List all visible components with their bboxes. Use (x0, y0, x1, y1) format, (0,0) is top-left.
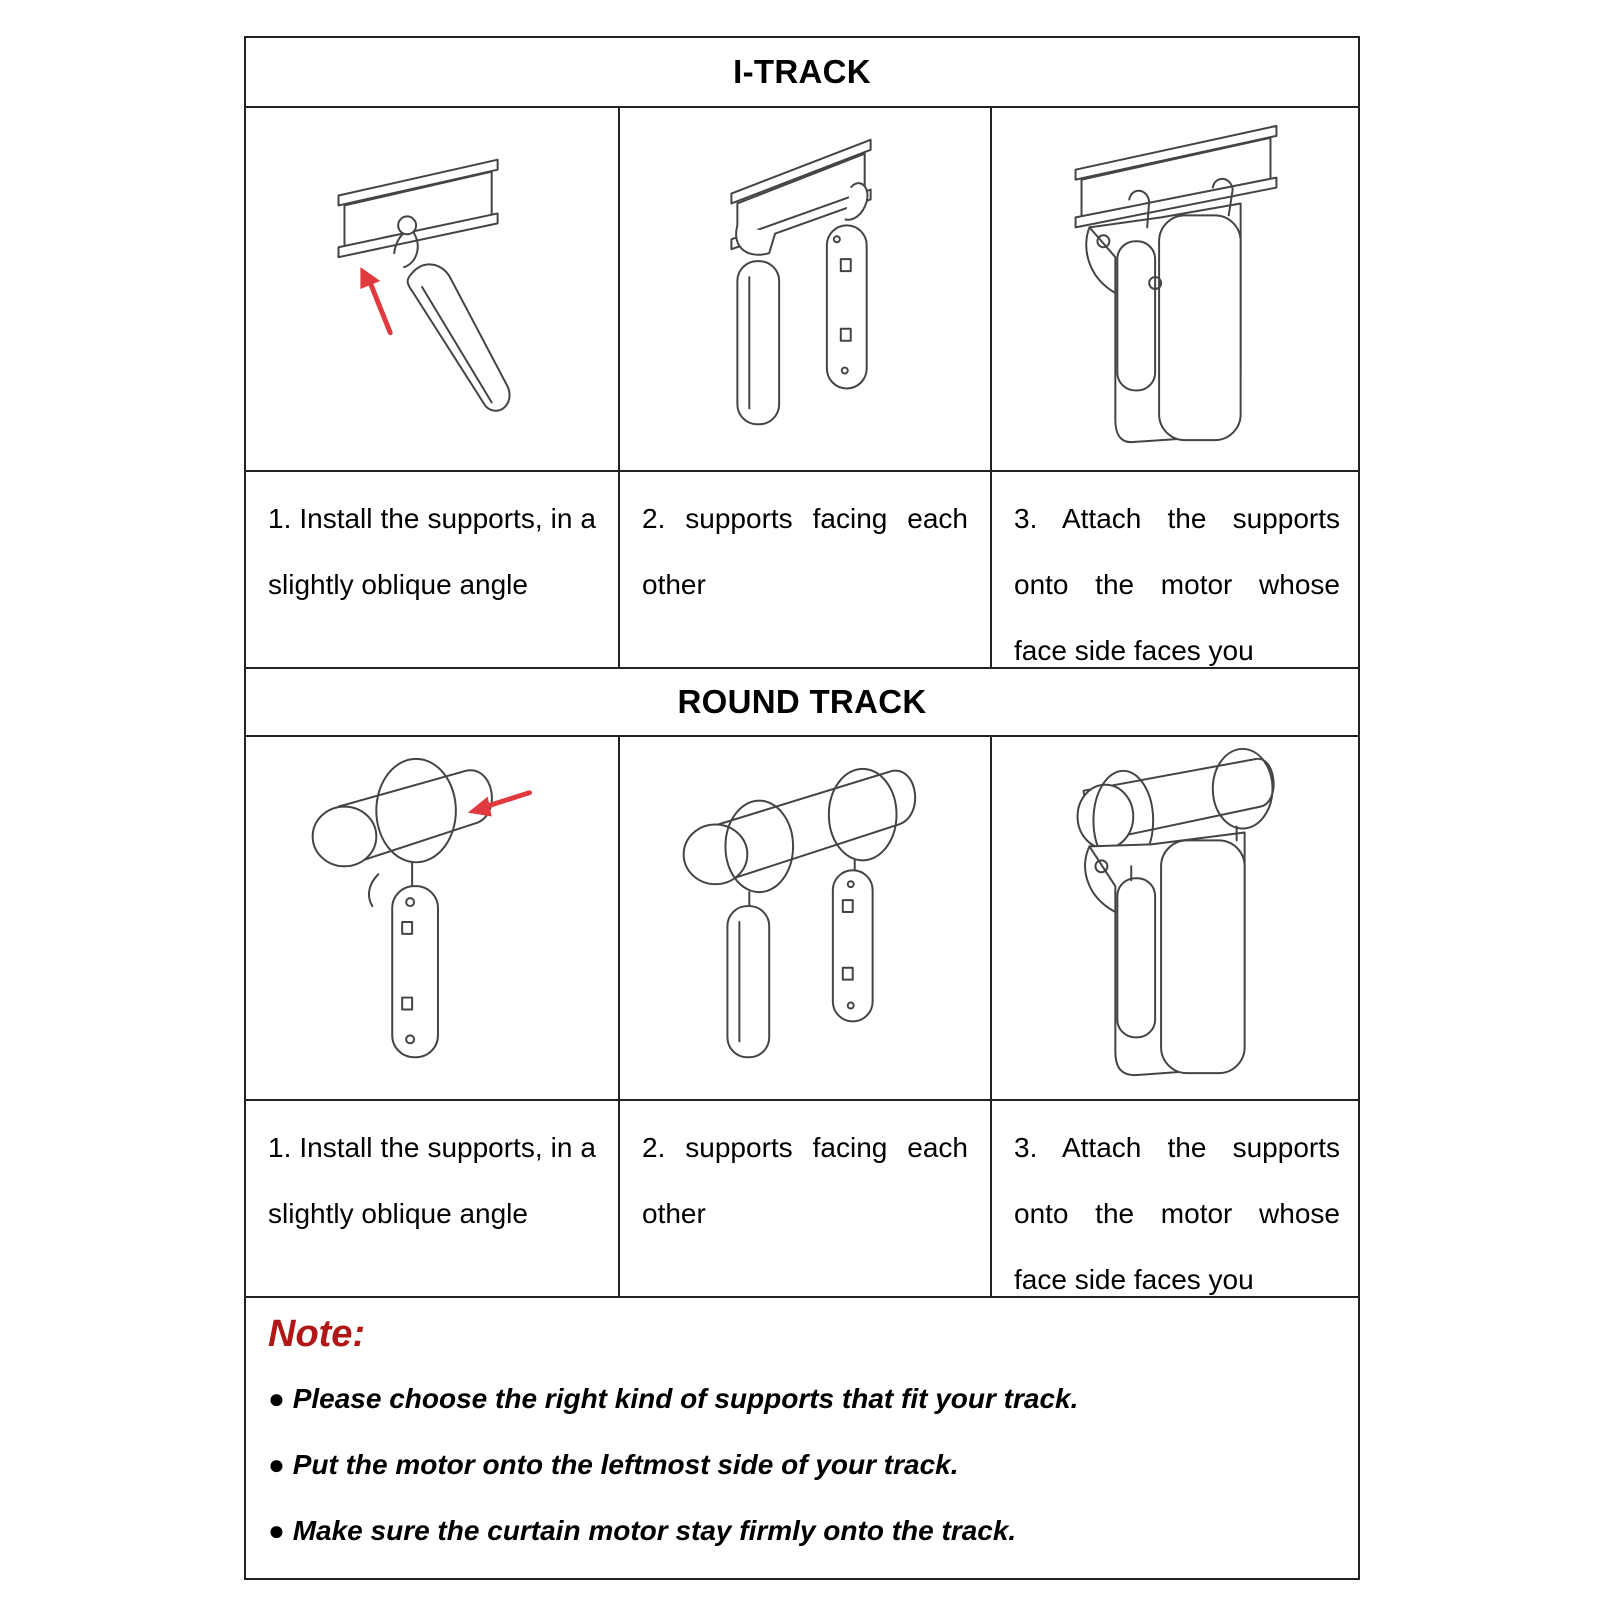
i-track-supports-facing-illustration (620, 108, 990, 470)
note-section (246, 1296, 1358, 1578)
round-track-step2-image (618, 737, 990, 1099)
round-track-step2-caption: 2. supports facing each other (618, 1101, 990, 1296)
note-title: Note: (268, 1313, 366, 1355)
i-track-step3-caption: 3. Attach the supports onto the motor whose face side faces you (990, 472, 1362, 667)
round-track-image-row (246, 735, 1358, 1099)
round-track-heading: ROUND TRACK (246, 667, 1358, 735)
round-track-step3-caption: 3. Attach the supports onto the motor whose face side faces you (990, 1101, 1362, 1296)
installation-guide-table (244, 36, 1360, 1580)
i-track-step1-caption: 1. Install the supports, in a slightly oblique angle (268, 503, 596, 600)
i-track-motor-attached-illustration (992, 108, 1362, 470)
round-track-step1-caption: 1. Install the supports, in a slightly oblique angle (268, 1132, 596, 1229)
note-item: ● Please choose the right kind of supports that fit your track. (268, 1383, 1079, 1414)
i-track-image-row (246, 106, 1358, 470)
round-track-oblique-install-illustration (246, 737, 618, 1099)
i-track-oblique-install-illustration (246, 108, 618, 470)
round-track-step1-image (246, 737, 618, 1099)
note-item: ● Make sure the curtain motor stay firmly onto the track. (268, 1515, 1017, 1546)
round-track-step3-image (990, 737, 1362, 1099)
round-track-motor-attached-illustration (992, 737, 1362, 1099)
i-track-step2-caption: 2. supports facing each other (618, 472, 990, 667)
i-track-heading: I-TRACK (733, 53, 871, 90)
i-track-caption-row (246, 470, 1358, 667)
i-track-step2-image (618, 108, 990, 470)
i-track-step3-image (990, 108, 1362, 470)
i-track-step1-image (246, 108, 618, 470)
round-track-supports-facing-illustration (620, 737, 990, 1099)
note-item: ● Put the motor onto the leftmost side of your track. (268, 1449, 959, 1480)
round-track-caption-row (246, 1099, 1358, 1296)
